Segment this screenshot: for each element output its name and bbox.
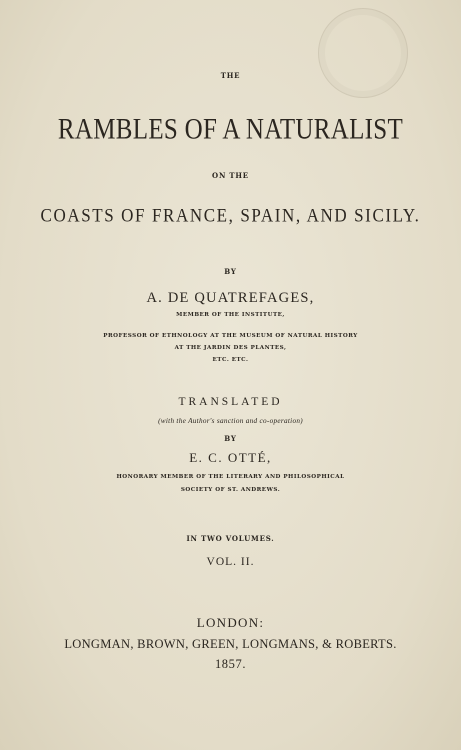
volume-number: VOL. II. [206, 556, 255, 568]
library-stamp [318, 8, 408, 98]
translator-name: E. C. OTTÉ, [189, 450, 272, 465]
translation-note: (with the Author's sanction and co-operation) [158, 417, 303, 425]
main-title: RAMBLES OF A NATURALIST [57, 113, 404, 146]
imprint-city: LONDON: [196, 615, 265, 630]
publisher-name: LONGMAN, BROWN, GREEN, LONGMANS, & ROBERTS. [64, 637, 397, 651]
translator-credential: SOCIETY OF ST. ANDREWS. [180, 487, 281, 493]
by-label: BY [224, 267, 237, 276]
volumes-note: IN TWO VOLUMES. [186, 534, 275, 543]
translator-credential: HONORARY MEMBER OF THE LITERARY AND PHILOSOPHICAL [116, 474, 345, 480]
author-credential: PROFESSOR OF ETHNOLOGY AT THE MUSEUM OF NATURAL HISTORY [103, 333, 358, 339]
author-credential: MEMBER OF THE INSTITUTE, [176, 312, 285, 318]
publication-year: 1857. [214, 657, 247, 671]
the-label: THE [220, 71, 241, 80]
subtitle: COASTS OF FRANCE, SPAIN, AND SICILY. [40, 204, 421, 227]
translated-label: TRANSLATED [178, 396, 283, 408]
author-credential: ETC. ETC. [212, 357, 249, 363]
author-name: A. DE QUATREFAGES, [146, 290, 315, 306]
on-the-label: ON THE [212, 171, 249, 180]
author-credential: AT THE JARDIN DES PLANTES, [174, 345, 287, 351]
by-label-translator: BY [224, 434, 237, 443]
